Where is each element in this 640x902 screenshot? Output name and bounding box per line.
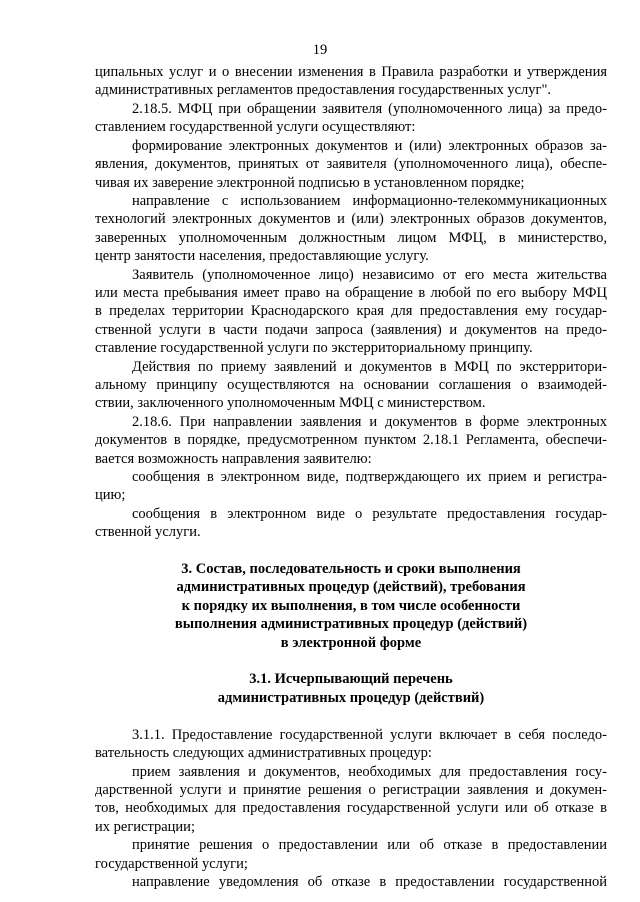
- section-heading: выполнения административных процедур (действий): [174, 616, 528, 632]
- text-line: документов в порядке, предусмотренном пунктом 2.18.1 Регламента, обеспечи-: [95, 432, 607, 448]
- text-line: направление уведомления об отказе в предоставлении государственной: [132, 874, 607, 890]
- text-line: ственной услуги.: [95, 524, 201, 540]
- text-line: цию;: [95, 487, 126, 503]
- text-line: вательность следующих административных процедур:: [95, 745, 432, 761]
- text-line: ставлением государственной услуги осуществляют:: [95, 119, 416, 135]
- text-line: 3.1.1. Предоставление государственной услуги включает в себя последо-: [132, 727, 607, 743]
- text-line: формирование электронных документов и (или) электронных образов за-: [132, 138, 607, 154]
- text-line: чивая их заверение электронной подписью в установленном порядке;: [95, 175, 525, 191]
- text-line: направление с использованием информационно-телекоммуникационных: [132, 193, 607, 209]
- text-line: центр занятости населения, предоставляющие услугу.: [95, 248, 429, 264]
- text-line: их регистрации;: [95, 819, 195, 835]
- text-line: административных регламентов предоставления государственных услуг".: [95, 82, 552, 98]
- text-line: сообщения в электронном виде, подтверждающего их прием и регистра-: [132, 469, 607, 485]
- text-line: вается возможность направления заявителю:: [95, 451, 372, 467]
- text-line: сообщения в электронном виде о результате предоставления государ-: [132, 506, 607, 522]
- text-line: Заявитель (уполномоченное лицо) независимо от его места жительства: [132, 267, 607, 283]
- text-line: в пределах территории Краснодарского края для предоставления ему государ-: [95, 303, 607, 319]
- section-heading: 3. Состав, последовательность и сроки выполнения: [181, 561, 521, 577]
- text-line: ставление государственной услуги по экстерриториальному принципу.: [95, 340, 533, 356]
- page-number: 19: [312, 42, 328, 58]
- text-line: прием заявления и документов, необходимых для предоставления госу-: [132, 764, 607, 780]
- text-line: альному принципу осуществляются на основании соглашения о взаимодей-: [95, 377, 607, 393]
- text-line: 2.18.6. При направлении заявления и документов в форме электронных: [132, 414, 607, 430]
- text-line: ственной услуги в части подачи запроса (заявления) и документов на предо-: [95, 322, 607, 338]
- text-line: технологий электронных документов и (или) электронных образов документов,: [95, 211, 607, 227]
- text-line: тов, необходимых для предоставления государственной услуги или об отказе в: [95, 800, 607, 816]
- text-line: заверенных уполномоченным должностным лицом МФЦ, в министерство,: [95, 230, 607, 246]
- text-line: 2.18.5. МФЦ при обращении заявителя (уполномоченного лица) за предо-: [132, 101, 607, 117]
- subsection-heading: 3.1. Исчерпывающий перечень: [249, 671, 453, 687]
- text-line: принятие решения о предоставлении или об отказе в предоставлении: [132, 837, 607, 853]
- text-line: Действия по приему заявлений и документов в МФЦ по экстерритори-: [132, 359, 607, 375]
- text-line: или места пребывания имеет право на обращение в любой по его выбору МФЦ: [95, 285, 607, 301]
- section-heading: в электронной форме: [280, 635, 422, 651]
- section-heading: к порядку их выполнения, в том числе особенности: [181, 598, 521, 614]
- text-line: дарственной услуги и принятие решения о регистрации заявления и докумен-: [95, 782, 607, 798]
- text-line: ципальных услуг и о внесении изменения в Правила разработки и утверждения: [95, 64, 607, 80]
- subsection-heading: административных процедур (действий): [217, 690, 485, 706]
- text-line: явления, документов, принятых от заявителя (уполномоченного лица), обеспе-: [95, 156, 607, 172]
- text-line: ствии, заключенного уполномоченным МФЦ с министерством.: [95, 395, 486, 411]
- section-heading: административных процедур (действий), требования: [176, 579, 526, 595]
- text-line: государственной услуги;: [95, 856, 248, 872]
